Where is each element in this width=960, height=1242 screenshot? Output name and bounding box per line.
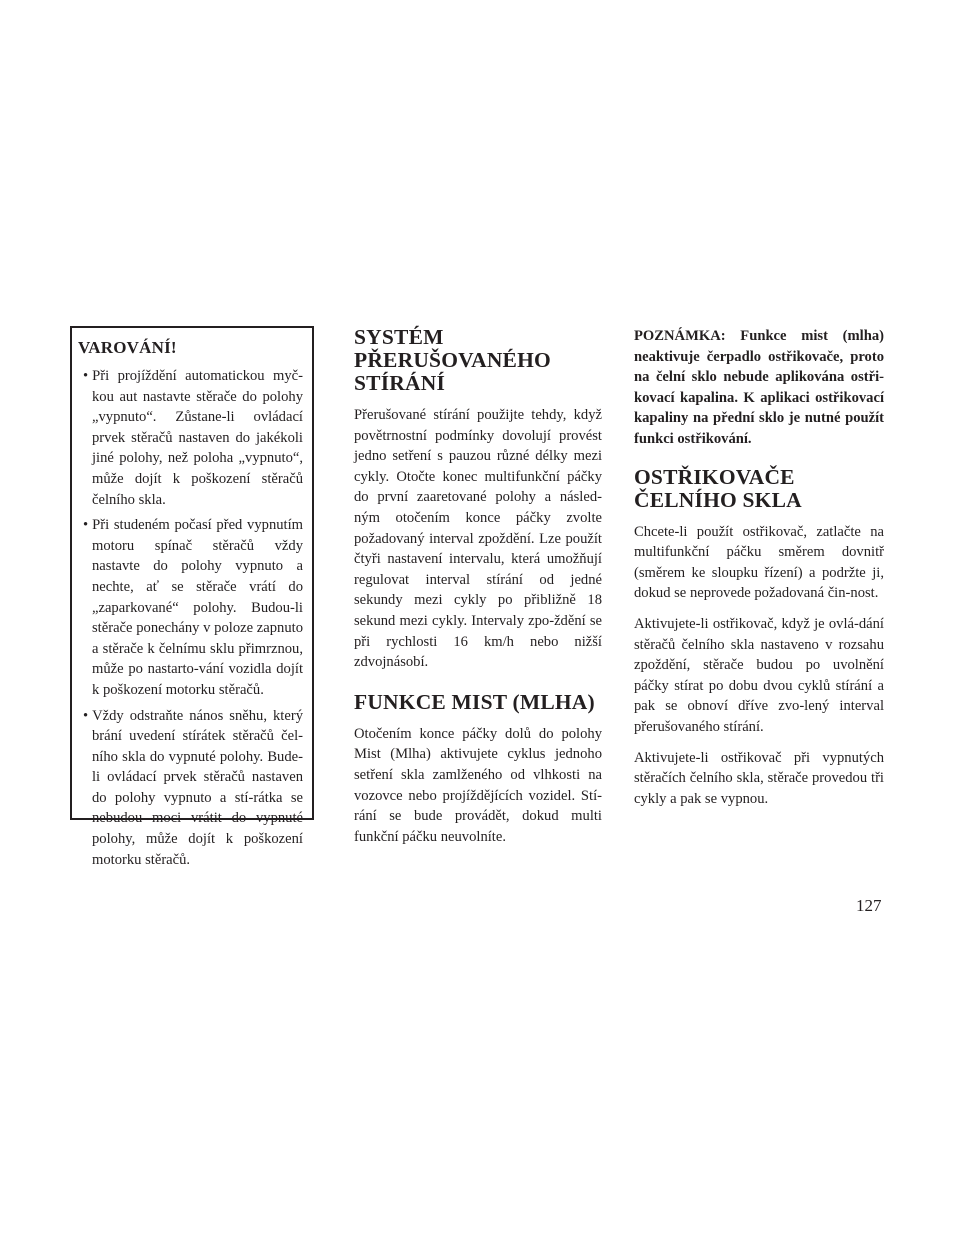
page-number: 127 [856, 896, 882, 915]
warning-item: • Vždy odstraňte nános sněhu, který brání uvedení stírátek stěračů čel-ního skla do vypnuté polohy. Bude-li ovládací prvek stěračů nastaven do polohy vypnuto a stí-rátka se nebudou moci vrátit do vypnuté polohy, může dojít k poškození motorku stěračů. [78, 706, 303, 871]
right-column [634, 326, 884, 819]
intermittent-body: Přerušované stírání použijte tehdy, když povětrnostní podmínky dovolují provést jedno setření s pauzou různé délky mezi cykly. Otočte konec multifunkční páčky do první zaaretované polohy a násled-ným otočením konce páčky zvolte požadovaný interval zpoždění. Lze použít čtyři nastavení intervalu, která umožňují regulovat interval stírání od jedné sekundy mezi cykly po přibližně 18 sekund mezi cykly. Intervaly zpo-ždění se při rychlosti 16 km/h nebo nižší zdvojnásobí. [354, 407, 602, 671]
warning-item: • Při projíždění automatickou myč-kou aut nastavte stěrače do polohy „vypnuto“. Zůstane-li ovládací prvek stěračů nastaven do jakékoli jiné polohy, než poloha „vypnuto“, může dojít k poškození stěračů čelního skla. [78, 366, 303, 510]
washers-paragraph-3: Aktivujete-li ostřikovač při vypnutých stěračích čelního skla, stěrače provedou tři cykly a pak se vypnou. [634, 749, 884, 807]
mist-heading: FUNKCE MIST (MLHA) [354, 689, 595, 714]
washers-paragraph-1: Chcete-li použít ostřikovač, zatlačte na multifunkční páčku směrem dovnitř (směrem ke sloupku řízení) a podržte ji, dokud se neprovede požadovaná čin-nost. [634, 523, 884, 602]
warning-list [72, 366, 312, 870]
warning-item: • Při studeném počasí před vypnutím motoru spínač stěračů vždy nastavte do polohy vypnuto a nechte, ať se stěrače vrátí do „zaparkované“ polohy. Budou-li stěrače ponechány v poloze zapnuto a stěrače k čelnímu sklu přimrznou, může po nastarto-vání vozidla dojít k poškození motorku stěračů. [78, 515, 303, 700]
middle-column [354, 326, 602, 857]
warning-box [70, 326, 314, 868]
washers-heading: OSTŘIKOVAČE ČELNÍHO SKLA [634, 464, 802, 512]
intermittent-heading: SYSTÉM PŘERUŠOVANÉHO STÍRÁNÍ [354, 325, 551, 395]
mist-body: Otočením konce páčky dolů do polohy Mist (Mlha) aktivujete cyklus jednoho setření skla zamlženého od vlhkosti na vozovce nebo projíždějících vozidel. Stí-rání se bude provádět, dokud multi funkční páčku neuvolníte. [354, 725, 602, 845]
warning-title: VAROVÁNÍ! [78, 338, 177, 357]
note-paragraph: POZNÁMKA: Funkce mist (mlha) neaktivuje čerpadlo ostřikovače, proto na čelní sklo nebude aplikována ostři-kovací kapalina. K aplikaci ostřikovací kapaliny na přední sklo je nutné použít funkci ostřikování. [634, 328, 884, 447]
washers-paragraph-2: Aktivujete-li ostřikovač, když je ovlá-dání stěračů čelního skla nastaveno v rozsahu zpoždění, stěrače budou po uvolnění páčky stírat po dobu dvou cyklů stírání a pak se obnoví dříve zvo-lený interval přerušovaného stírání. [634, 615, 884, 735]
